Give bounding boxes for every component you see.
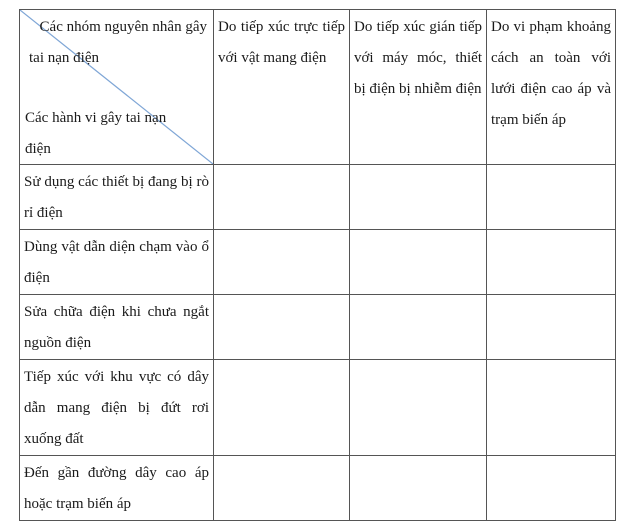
answer-cell[interactable] bbox=[214, 456, 350, 521]
answer-cell[interactable] bbox=[350, 295, 487, 360]
answer-cell[interactable] bbox=[487, 456, 616, 521]
answer-cell[interactable] bbox=[214, 230, 350, 295]
answer-cell[interactable] bbox=[214, 360, 350, 456]
cause-behavior-table bbox=[19, 9, 616, 521]
row-label: Đến gần đường dây cao áp hoặc trạm biến áp bbox=[20, 456, 214, 521]
table-row bbox=[20, 456, 616, 521]
answer-cell[interactable] bbox=[487, 230, 616, 295]
table-row bbox=[20, 295, 616, 360]
diagonal-corner-cell bbox=[20, 10, 214, 165]
behaviors-heading: Các hành vi gây tai nạn điện bbox=[25, 110, 167, 157]
answer-cell[interactable] bbox=[214, 295, 350, 360]
answer-cell[interactable] bbox=[350, 230, 487, 295]
answer-cell[interactable] bbox=[350, 360, 487, 456]
row-label: Dùng vật dẫn diện chạm vào ổ điện bbox=[20, 230, 214, 295]
row-label: Tiếp xúc với khu vực có dây dẫn mang điện bị đứt rơi xuống đất bbox=[20, 360, 214, 456]
answer-cell[interactable] bbox=[487, 295, 616, 360]
column-header-safety-distance: Do vi phạm khoảng cách an toàn với lưới điện cao áp và trạm biến áp bbox=[487, 10, 616, 165]
table-row bbox=[20, 360, 616, 456]
answer-cell[interactable] bbox=[487, 165, 616, 230]
table-row bbox=[20, 165, 616, 230]
table-row bbox=[20, 230, 616, 295]
column-header-direct-contact: Do tiếp xúc trực tiếp với vật mang điện bbox=[214, 10, 350, 165]
cause-groups-heading: Các nhóm nguyên nhân gây tai nạn điện bbox=[29, 19, 207, 66]
answer-cell[interactable] bbox=[350, 165, 487, 230]
column-header-indirect-contact: Do tiếp xúc gián tiếp với máy móc, thiết bị điện bị nhiễm điện bbox=[350, 10, 487, 165]
answer-cell[interactable] bbox=[487, 360, 616, 456]
answer-cell[interactable] bbox=[350, 456, 487, 521]
row-label: Sử dụng các thiết bị đang bị rò rỉ điện bbox=[20, 165, 214, 230]
row-label: Sửa chữa điện khi chưa ngắt nguồn điện bbox=[20, 295, 214, 360]
answer-cell[interactable] bbox=[214, 165, 350, 230]
header-row bbox=[20, 10, 616, 165]
